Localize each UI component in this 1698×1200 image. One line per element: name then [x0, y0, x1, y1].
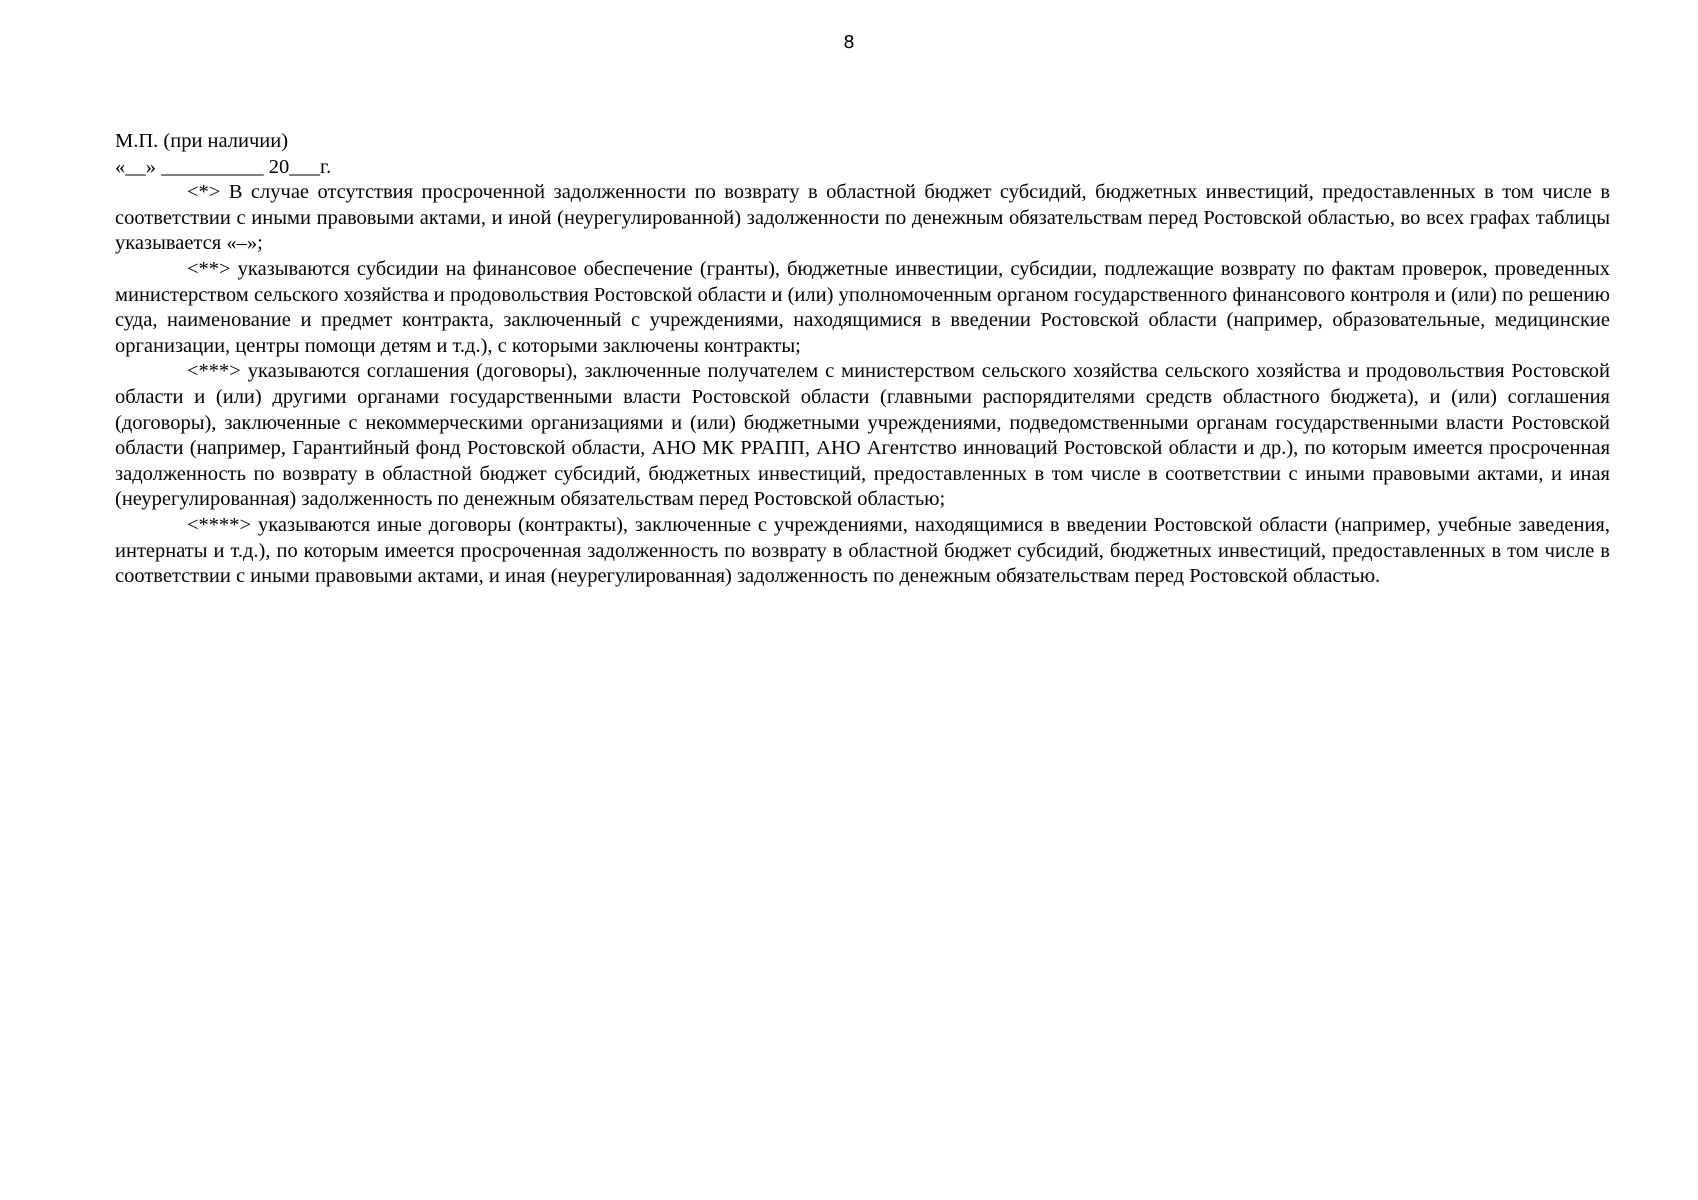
footnote-1: <*> В случае отсутствия просроченной задолженности по возврату в областной бюджет субсидий, бюджетных инвестиций, предоставленных в том числе в соответствии с иными правовыми актами, и иной (неурегулированной) задолженности по денежным обязательствам перед Ростовской областью, во всех графах таблицы указывается «–»;	[115, 181, 1610, 255]
stamp-line: М.П. (при наличии)	[115, 130, 289, 152]
footnote-3: <***> указываются соглашения (договоры), заключенные получателем с министерством сельского хозяйства сельского хозяйства и продовольствия Ростовской области и (или) другими органами государственными власти Ростовской области (главными распорядителями средств областного бюджета), и (или) соглашения (договоры), заключенные с некоммерческими организациями и (или) бюджетными учреждениями, подведомственными органам государственными власти Ростовской области (например, Гарантийный фонд Ростовской области, АНО МК РРАПП, АНО Агентство инноваций Ростовской области и др.), по которым имеется просроченная задолженность по возврату в областной бюджет субсидий, бюджетных инвестиций, предоставленных в том числе в соответствии с иными правовыми актами, и иная (неурегулированная) задолженность по денежным обязательствам перед Ростовской областью;	[115, 360, 1610, 511]
document-body	[115, 129, 1610, 590]
footnote-2: <**> указываются субсидии на финансовое обеспечение (гранты), бюджетные инвестиции, субсидии, подлежащие возврату по фактам проверок, проведенных министерством сельского хозяйства и продовольствия Ростовской области и (или) уполномоченным органом государственного финансового контроля и (или) по решению суда, наименование и предмет контракта, заключенный с учреждениями, находящимися в введении Ростовской области (например, образовательные, медицинские организации, центры помощи детям и т.д.), с которыми заключены контракты;	[115, 257, 1610, 357]
footnote-4: <****> указываются иные договоры (контракты), заключенные с учреждениями, находящимися в введении Ростовской области (например, учебные заведения, интернаты и т.д.), по которым имеется просроченная задолженность по возврату в областной бюджет субсидий, бюджетных инвестиций, предоставленных в том числе в соответствии с иными правовыми актами, и иная (неурегулированная) задолженность по денежным обязательствам перед Ростовской областью.	[115, 513, 1610, 588]
date-line: «__» __________ 20___г.	[115, 155, 332, 178]
page-number: 8	[843, 32, 855, 53]
